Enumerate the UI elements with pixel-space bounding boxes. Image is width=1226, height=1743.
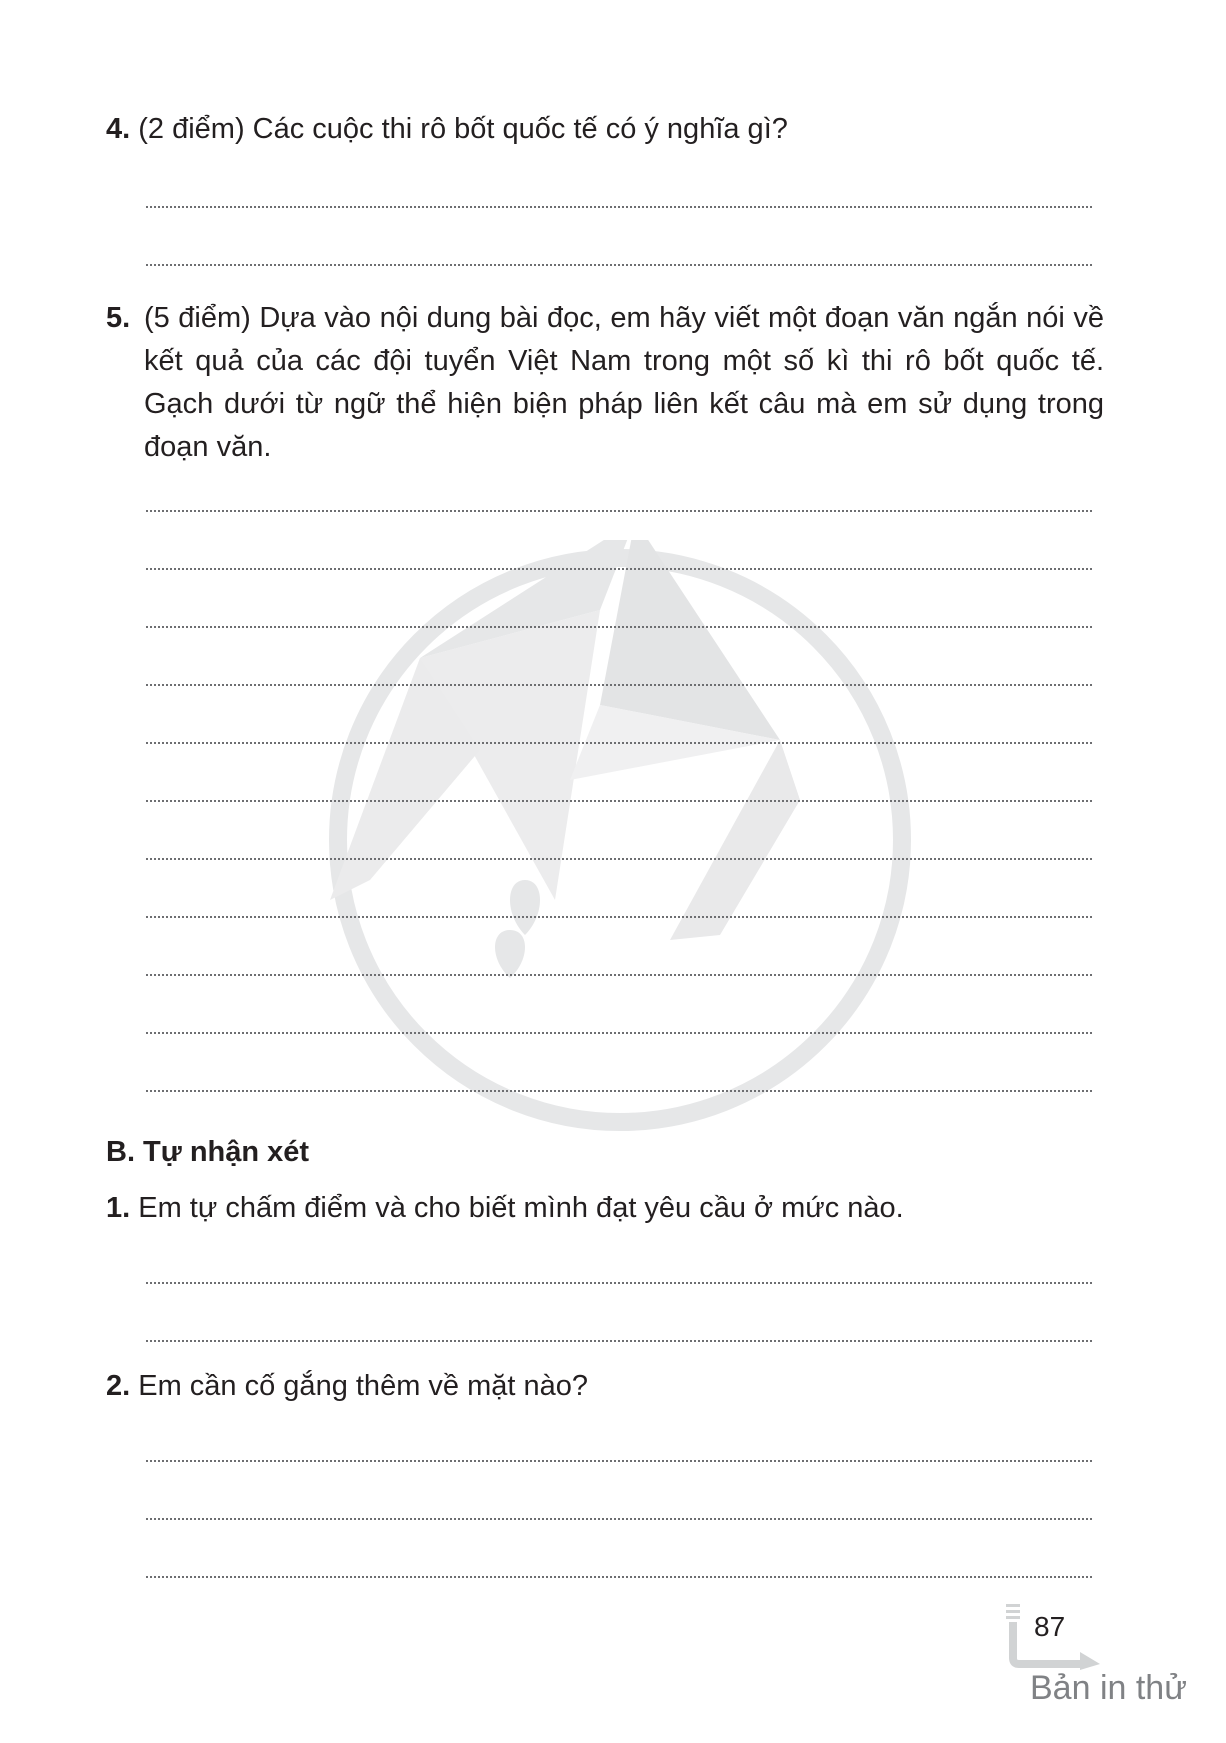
answer-line[interactable] bbox=[146, 800, 1092, 802]
section-b-heading: B. Tự nhận xét bbox=[106, 1136, 310, 1168]
question-text: (2 điểm) Các cuộc thi rô bốt quốc tế có ý nghĩa gì? bbox=[138, 113, 788, 145]
question-number: 5. bbox=[106, 302, 131, 334]
question-text: Em tự chấm điểm và cho biết mình đạt yêu cầu ở mức nào. bbox=[138, 1192, 904, 1224]
proof-label: Bản in thử bbox=[1030, 1669, 1187, 1707]
question-number: 4. bbox=[106, 113, 131, 145]
answer-line[interactable] bbox=[146, 1032, 1092, 1034]
answer-line[interactable] bbox=[146, 264, 1092, 266]
page-number: 87 bbox=[1034, 1611, 1066, 1642]
answer-line[interactable] bbox=[146, 1460, 1092, 1462]
question-number: 2. bbox=[106, 1370, 131, 1402]
question-text: (5 điểm) Dựa vào nội dung bài đọc, em hãy viết một đoạn văn ngắn nói về kết quả của các đội tuyển Việt Nam trong một số kì thi rô bốt quốc tế. Gạch dưới từ ngữ thể hiện biện pháp liên kết câu mà em sử dụng trong đoạn văn. bbox=[144, 302, 1104, 463]
answer-line[interactable] bbox=[146, 1340, 1092, 1342]
answer-line[interactable] bbox=[146, 684, 1092, 686]
answer-line[interactable] bbox=[146, 858, 1092, 860]
answer-line[interactable] bbox=[146, 742, 1092, 744]
question-5 bbox=[106, 297, 1104, 469]
answer-line[interactable] bbox=[146, 510, 1092, 512]
answer-line[interactable] bbox=[146, 1576, 1092, 1578]
answer-line[interactable] bbox=[146, 1090, 1092, 1092]
question-number: 1. bbox=[106, 1192, 131, 1224]
answer-line[interactable] bbox=[146, 568, 1092, 570]
answer-line[interactable] bbox=[146, 1282, 1092, 1284]
answer-line[interactable] bbox=[146, 1518, 1092, 1520]
question-4 bbox=[106, 108, 1096, 151]
answer-line[interactable] bbox=[146, 916, 1092, 918]
answer-line[interactable] bbox=[146, 974, 1092, 976]
self-review-question-2 bbox=[106, 1365, 1096, 1408]
self-review-question-1 bbox=[106, 1187, 1096, 1230]
answer-line[interactable] bbox=[146, 206, 1092, 208]
answer-line[interactable] bbox=[146, 626, 1092, 628]
question-text: Em cần cố gắng thêm về mặt nào? bbox=[138, 1370, 589, 1402]
